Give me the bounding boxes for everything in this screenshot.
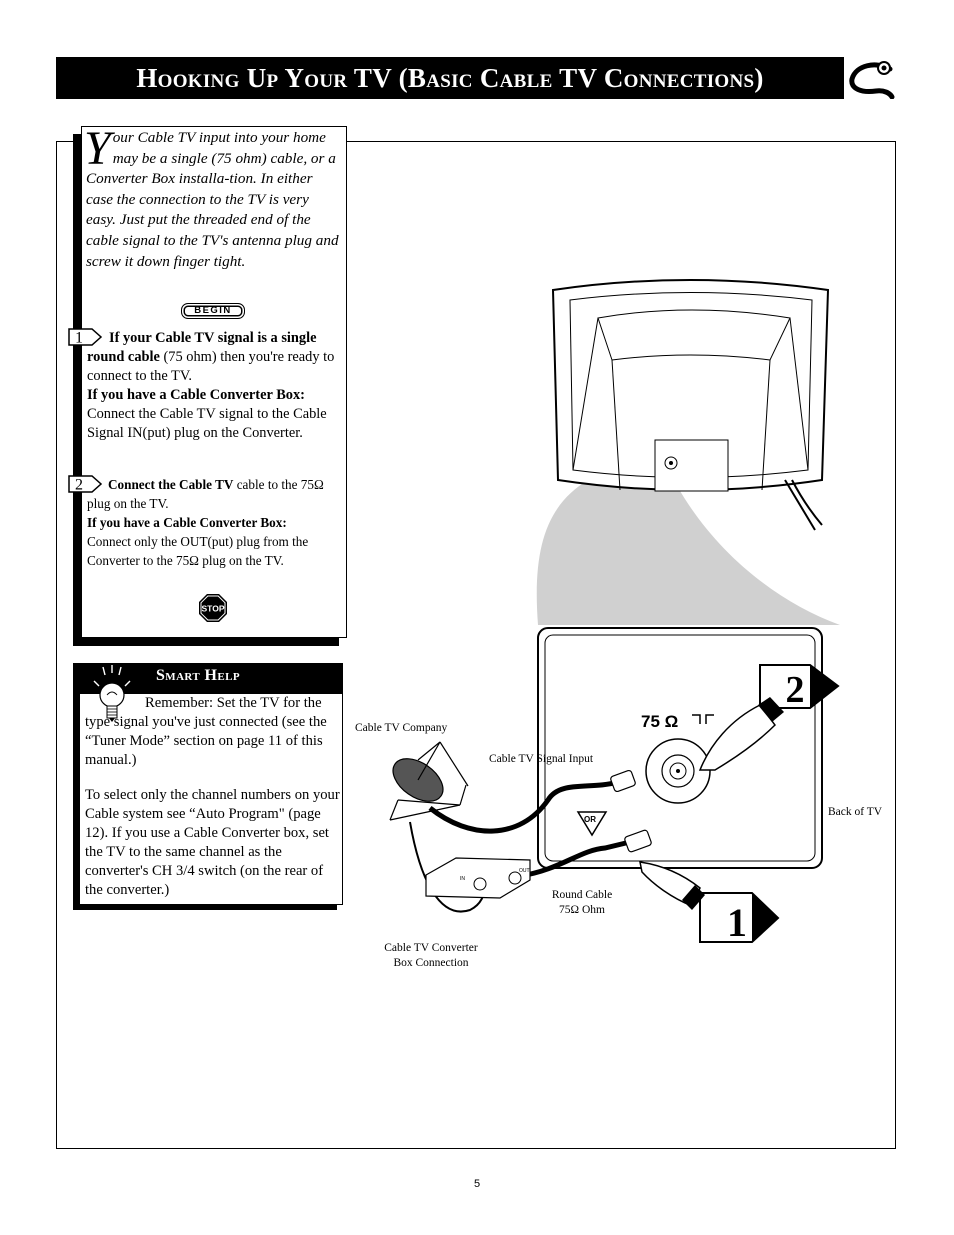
label-converter-box: Cable TV Converter Box Connection [384, 942, 478, 969]
begin-badge: BEGIN [181, 303, 245, 319]
step-2-sub-text: Connect only the OUT(put) plug from the Converter to the 75Ω plug on the TV. [87, 534, 309, 568]
cable-connector-logo-icon [846, 57, 898, 99]
svg-text:2: 2 [785, 669, 805, 711]
svg-text:OUT: OUT [519, 868, 530, 874]
page-title: Hooking Up Your TV (Basic Cable TV Connections) [136, 62, 764, 93]
jack-label: 75 Ω [641, 712, 679, 731]
svg-text:1: 1 [727, 900, 747, 945]
intro-paragraph [84, 122, 342, 272]
callout-1-icon [640, 862, 778, 945]
svg-text:2: 2 [75, 476, 83, 493]
satellite-dish-icon [385, 742, 468, 820]
page-title-bar [56, 57, 844, 99]
smart-help-heading: Smart Help [156, 667, 240, 684]
step-2-text [87, 475, 343, 570]
connection-diagram [350, 275, 870, 975]
drop-cap: Y [84, 122, 111, 175]
stop-sign-icon [198, 593, 228, 623]
smart-help-paragraph-2: To select only the channel numbers on your Cable system see “Auto Program" (page 12). If you use a Cable Converter box, set the TV to the same channel as the converter's CH 3/4 switch (on the rear of the converter.) [85, 787, 340, 898]
step-1-text [87, 329, 343, 443]
label-cable-tv-company: Cable TV Company [355, 722, 448, 734]
step-1-rest: (75 ohm) then you're ready to connect to the TV. [87, 349, 335, 384]
converter-box-icon [426, 858, 530, 898]
svg-text:1: 1 [75, 329, 83, 346]
step-2-rest: cable to the 75Ω plug on the TV. [87, 477, 324, 511]
step-1-sub-heading: If you have a Cable Converter Box: [87, 387, 305, 403]
label-round-cable: Round Cable 75Ω Ohm [551, 889, 613, 916]
intro-text: our Cable TV input into your home may be a single (75 ohm) cable, or a Converter Box installa-tion. In either case the connection to the TV is very easy. Just put the threaded end of the cable signal to the TV's antenna plug and screw it down finger tight. [86, 129, 339, 270]
svg-text:IN: IN [460, 876, 465, 882]
svg-text:OR: OR [584, 815, 596, 824]
step-1-lead: If your Cable TV signal is a single round cable [87, 330, 317, 365]
svg-text:STOP: STOP [201, 603, 225, 614]
page-number: 5 [473, 1178, 481, 1190]
step-2-sub-heading: If you have a Cable Converter Box: [87, 515, 287, 530]
step-2-lead: Connect the Cable TV [108, 477, 234, 492]
label-back-of-tv: Back of TV [828, 806, 883, 818]
step-1-sub-text: Connect the Cable TV signal to the Cable Signal IN(put) plug on the Converter. [87, 406, 327, 441]
label-signal-input: Cable TV Signal Input [489, 753, 594, 765]
smart-help-paragraph-1: Remember: Set the TV for the type signal you've just connected (see the “Tuner Mode” section on page 11 of this manual.) [85, 695, 327, 768]
